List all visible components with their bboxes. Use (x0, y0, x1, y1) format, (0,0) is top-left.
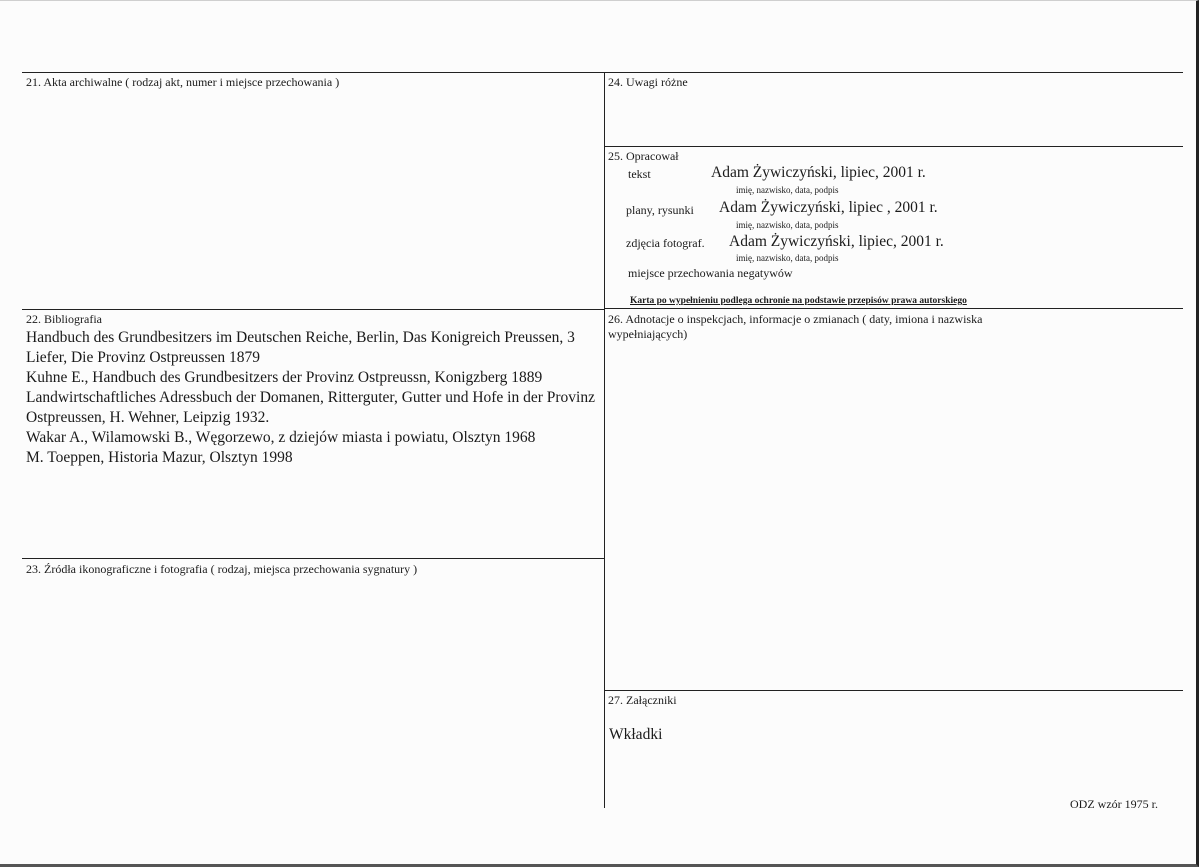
bibliography-entry: Wakar A., Wilamowski B., Węgorzewo, z dziejów miasta i powiatu, Olsztyn 1968 (26, 429, 536, 446)
plany-label: plany, rysunki (626, 203, 694, 217)
section-25-title: 25. Opracował (608, 149, 679, 163)
zdjecia-value: Adam Żywiczyński, lipiec, 2001 r. (729, 233, 944, 250)
attachments-value: Wkładki (609, 726, 663, 743)
plany-value: Adam Żywiczyński, lipiec , 2001 r. (719, 199, 938, 216)
zdjecia-label: zdjęcia fotograf. (626, 236, 705, 250)
signature-caption: imię, nazwisko, data, podpis (736, 185, 839, 195)
section-26-title-line2: wypełniających) (608, 327, 688, 341)
form-id: ODZ wzór 1975 r. (1070, 797, 1158, 811)
top-rule (22, 72, 1183, 73)
bibliography-entry: Handbuch des Grundbesitzers im Deutschen Reiche, Berlin, Das Konigreich Preussen, 3 Liefer, Die Provinz Ostpreussen 1879 (26, 329, 575, 366)
bibliography-list (26, 328, 606, 468)
bibliography-entry: Kuhne E., Handbuch des Grundbesitzers der Provinz Ostpreussn, Konigzberg 1889 (26, 369, 543, 386)
section-24-title: 24. Uwagi różne (608, 75, 688, 89)
section-22-title: 22. Bibliografia (26, 312, 102, 326)
copyright-notice: Karta po wypełnieniu podlega ochronie na podstawie przepisów prawa autorskiego (630, 296, 967, 306)
rule-24-25 (604, 146, 1183, 147)
rule-26-27 (604, 690, 1183, 691)
tekst-value: Adam Żywiczyński, lipiec, 2001 r. (711, 164, 926, 181)
rule-22-23 (22, 558, 604, 559)
signature-caption: imię, nazwisko, data, podpis (736, 220, 839, 230)
miejsce-label: miejsce przechowania negatywów (628, 266, 793, 280)
bibliography-entry: M. Toeppen, Historia Mazur, Olsztyn 1998 (26, 449, 293, 466)
rule-21-22 (22, 309, 604, 310)
rule-25-26 (604, 308, 1183, 309)
section-21-title: 21. Akta archiwalne ( rodzaj akt, numer i miejsce przechowania ) (26, 75, 340, 89)
section-26-title-line1: 26. Adnotacje o inspekcjach, informacje o zmianach ( daty, imiona i nazwiska (608, 312, 983, 326)
section-27-title: 27. Załączniki (608, 693, 677, 707)
signature-caption: imię, nazwisko, data, podpis (736, 253, 839, 263)
tekst-label: tekst (628, 167, 651, 181)
bibliography-entry: Landwirtschaftliches Adressbuch der Domanen, Ritterguter, Gutter und Hofe in der Provinz Ostpreussen, H. Wehner, Leipzig 1932. (26, 389, 595, 426)
section-23-title: 23. Źródła ikonograficzne i fotografia ( rodzaj, miejsca przechowania sygnatury ) (26, 562, 418, 576)
